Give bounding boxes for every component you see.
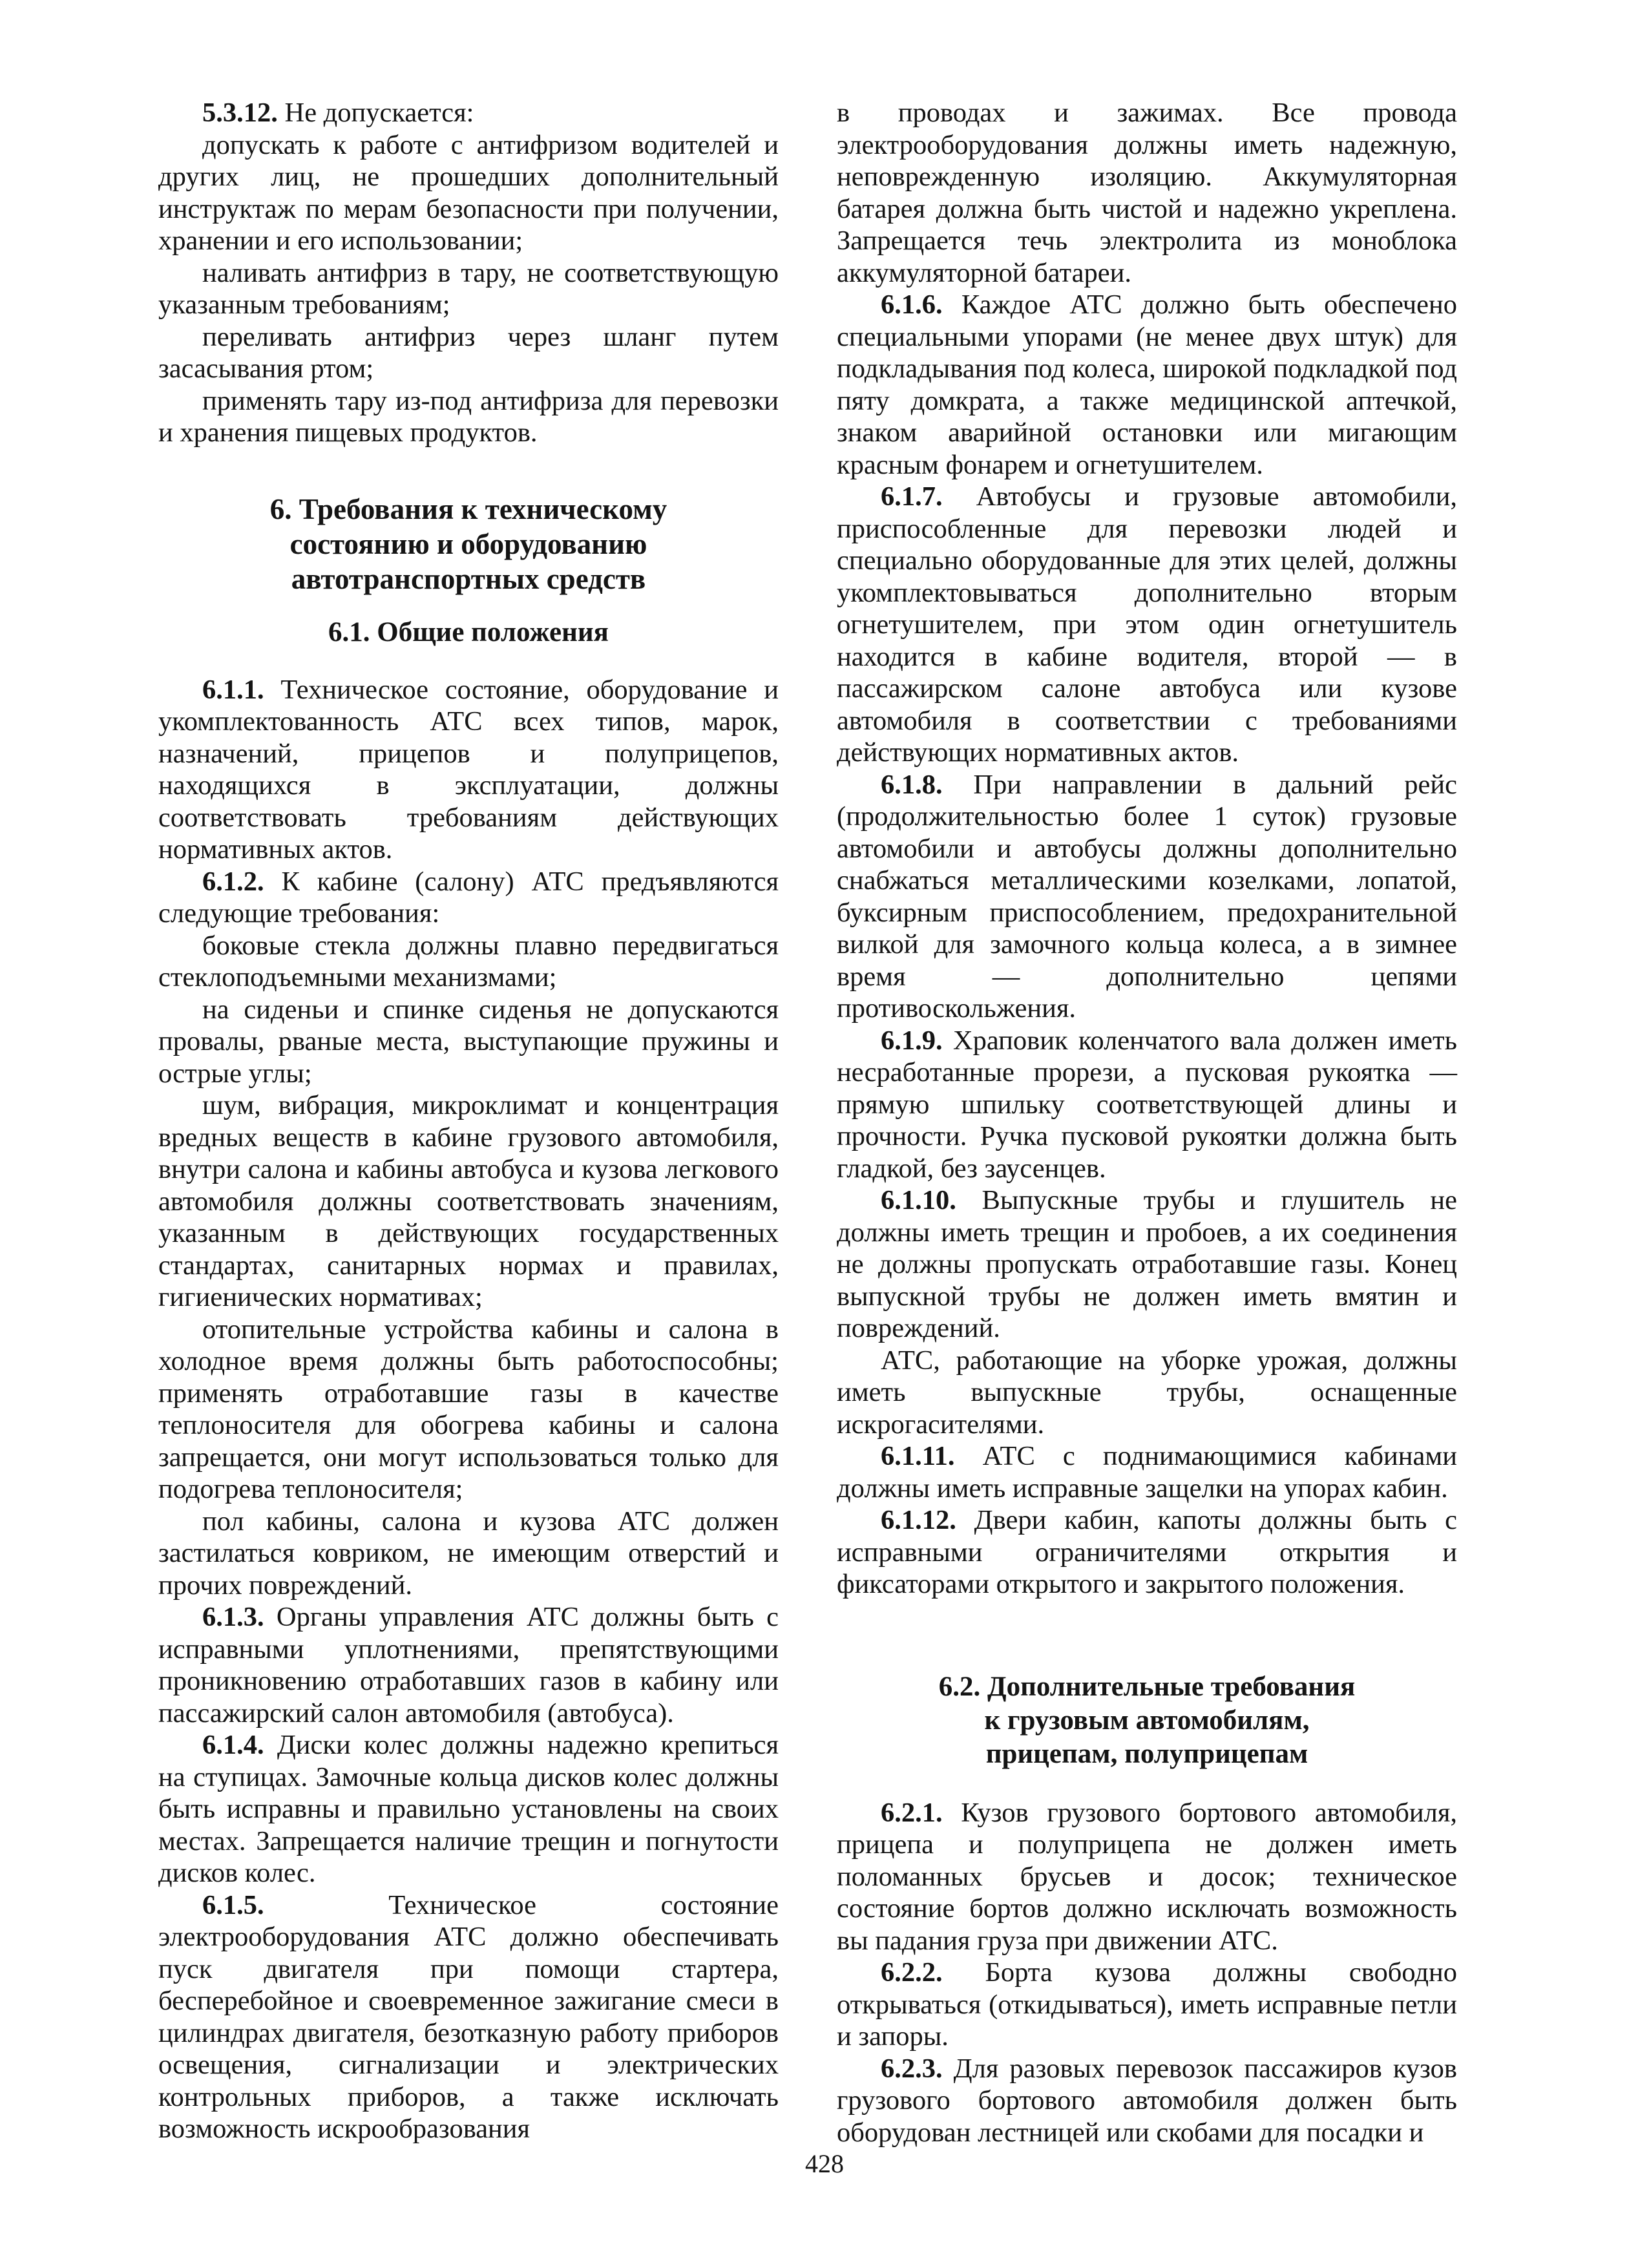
paragraph	[158, 930, 779, 994]
clause-number: 6.2.3.	[881, 2053, 943, 2084]
clause-number: 6.1.10.	[881, 1185, 956, 1215]
paragraph-text: Диски колес должны надежно крепиться на ступицах. Замочные кольца дисков колес должны быть исправны и правильно установлены на своих местах. Запрещается наличие трещин и погнутости дисков колес.	[158, 1730, 779, 1888]
paragraph	[837, 1440, 1457, 1504]
paragraph	[158, 1729, 779, 1889]
clause-number: 6.1.5.	[202, 1889, 264, 1920]
section-heading	[837, 1670, 1457, 1771]
paragraph	[837, 1797, 1457, 1957]
section-heading-line: автотранспортных средств	[291, 562, 646, 595]
paragraph	[158, 1506, 779, 1602]
paragraph	[158, 385, 779, 449]
paragraph-text: пол кабины, салона и кузова АТС должен застилаться ковриком, не имеющим отверстий и прочих повреждений.	[158, 1506, 779, 1601]
page-number: 428	[805, 2149, 844, 2178]
section-heading-line: прицепам, полуприцепам	[985, 1738, 1308, 1769]
paragraph-text: При направлении в дальний рейс (продолжительностью более 1 суток) грузовые автомобили и автобусы должны дополнительно снабжаться металлическими козелками, лопатой, буксирным приспособлением, предохранительной вилкой для замочного кольца колеса, а в зимнее время — дополнительно цепями противоскольжения.	[837, 769, 1457, 1024]
paragraph-text: применять тару из-под антифриза для перевозки и хранения пищевых продуктов.	[158, 385, 779, 448]
paragraph-text: Техническое состояние, оборудование и укомплектованность АТС всех типов, марок, назначений, прицепов и полуприцепов, находящихся в эксплуатации, должны соответствовать требованиям действующих нормативных актов.	[158, 674, 779, 865]
right-column	[837, 97, 1457, 2148]
left-column	[158, 97, 779, 2145]
clause-number: 6.1.8.	[881, 769, 943, 800]
paragraph-text: отопительные устройства кабины и салона в холодное время должны быть работоспособны; применять отработавшие газы в качестве теплоносителя для обогрева кабины и салона запрещается, они могут использоваться только для подогрева теплоносителя;	[158, 1314, 779, 1504]
paragraph-text: переливать антифриз через шланг путем засасывания ртом;	[158, 321, 779, 384]
paragraph	[158, 994, 779, 1090]
paragraph-text: Каждое АТС должно быть обеспечено специальными упорами (не менее двух штук) для подкладывания под колеса, широкой подкладкой под пяту домкрата, а также медицинской аптечкой, знаком аварийной остановки или мигающим красным фонарем и огнетушителем.	[837, 289, 1457, 480]
paragraph	[837, 1957, 1457, 2053]
clause-number: 6.1.7.	[881, 481, 943, 512]
clause-number: 6.1.12.	[881, 1505, 956, 1535]
paragraph	[158, 257, 779, 321]
paragraph-text: допускать к работе с антифризом водителей и других лиц, не прошедших дополнительный инструктаж по мерам безопасности при получении, хранении и его использовании;	[158, 129, 779, 256]
paragraph-text: Техническое состояние электрооборудования АТС должно обеспечивать пуск двигателя при помощи стартера, бесперебойное и своевременное зажигание смеси в цилиндрах двигателя, безотказную работу приборов освещения, сигнализации и электрических контрольных приборов, а также исключать возможность искрообразования	[158, 1889, 779, 2144]
section-heading-line: 6.1. Общие положения	[328, 616, 609, 647]
section-heading-line: 6.2. Дополнительные требования	[938, 1671, 1356, 1702]
paragraph	[158, 1889, 779, 2145]
clause-number: 6.1.6.	[881, 289, 943, 320]
section-heading-line: состоянию и оборудованию	[289, 527, 647, 560]
paragraph-text: Органы управления АТС должны быть с исправными уплотнениями, препятствующими проникновению отработавших газов в кабину или пассажирский салон автомобиля (автобуса).	[158, 1602, 779, 1728]
clause-number: 6.1.3.	[202, 1602, 264, 1632]
paragraph-text: АТС, работающие на уборке урожая, должны иметь выпускные трубы, оснащенные искрогасителями.	[837, 1345, 1457, 1440]
paragraph	[158, 866, 779, 930]
clause-number: 6.1.2.	[202, 866, 264, 897]
section-heading	[158, 492, 779, 596]
section-heading-line: к грузовым автомобилям,	[984, 1705, 1310, 1736]
paragraph-text: Для разовых перевозок пассажиров кузов грузового бортового автомобиля должен быть оборудован лестницей или скобами для посадки и	[837, 2053, 1457, 2148]
paragraph-text: наливать антифриз в тару, не соответствующую указанным требованиям;	[158, 257, 779, 320]
paragraph-text: шум, вибрация, микроклимат и концентрация вредных веществ в кабине грузового автомобиля, внутри салона и кабины автобуса и кузова легкового автомобиля должны соответствовать значениям, указанным в действующих государственных стандартах, санитарных нормах и правилах, гигиенических нормативах;	[158, 1090, 779, 1312]
paragraph-text: Выпускные трубы и глушитель не должны иметь трещин и пробоев, а их соединения не должны пропускать отработавшие газы. Конец выпускной трубы не должен иметь вмятин и повреждений.	[837, 1185, 1457, 1343]
paragraph	[158, 129, 779, 257]
paragraph-text: Двери кабин, капоты должны быть с исправными ограничителями открытия и фиксаторами открытого и закрытого положения.	[837, 1505, 1457, 1599]
paragraph	[158, 1314, 779, 1506]
paragraph-text: АТС с поднимающимися кабинами должны иметь исправные защелки на упорах кабин.	[837, 1441, 1457, 1504]
clause-number: 6.1.11.	[881, 1441, 955, 1471]
clause-number: 6.2.2.	[881, 1957, 943, 1988]
clause-number: 6.1.1.	[202, 674, 264, 705]
paragraph	[837, 289, 1457, 481]
paragraph	[837, 1345, 1457, 1441]
section-heading	[158, 616, 779, 649]
paragraph-text: Храповик коленчатого вала должен иметь несработанные прорези, а пусковая рукоятка — прямую шпильку соответствующей длины и прочности. Ручка пусковой рукоятки должна быть гладкой, без заусенцев.	[837, 1025, 1457, 1184]
paragraph-text: на сиденьи и спинке сиденья не допускаются провалы, рваные места, выступающие пружины и острые углы;	[158, 994, 779, 1089]
paragraph	[158, 674, 779, 866]
paragraph	[837, 481, 1457, 769]
paragraph	[837, 769, 1457, 1025]
paragraph-text: в проводах и зажимах. Все провода электрооборудования должны иметь надежную, неповрежденную изоляцию. Аккумуляторная батарея должна быть чистой и надежно укреплена. Запрещается течь электролита из моноблока аккумуляторной батареи.	[837, 98, 1457, 288]
clause-number: 6.2.1.	[881, 1797, 943, 1828]
paragraph	[837, 1184, 1457, 1345]
paragraph-text: Кузов грузового бортового автомобиля, прицепа и полуприцепа не должен иметь поломанных брусьев и досок; техническое состояние бортов должно исключать возможность вы падания груза при движении АТС.	[837, 1797, 1457, 1956]
paragraph	[837, 1504, 1457, 1601]
clause-number: 5.3.12.	[202, 98, 278, 128]
paragraph-text: Не допускается:	[277, 98, 474, 128]
paragraph	[837, 2053, 1457, 2149]
section-heading-line: 6. Требования к техническому	[269, 492, 667, 525]
paragraph	[158, 1601, 779, 1729]
paragraph-text: Автобусы и грузовые автомобили, приспособленные для перевозки людей и специально оборудованные для этих целей, должны укомплектовываться дополнительно вторым огнетушителем, при этом один огнетушитель находится в кабине водителя, второй — в пассажирском салоне автобуса или кузове автомобиля в соответствии с требованиями действующих нормативных актов.	[837, 481, 1457, 768]
paragraph	[158, 97, 779, 129]
paragraph-text: боковые стекла должны плавно передвигаться стеклоподъемными механизмами;	[158, 930, 779, 992]
clause-number: 6.1.9.	[881, 1025, 943, 1056]
paragraph-text: К кабине (салону) АТС предъявляются следующие требования:	[158, 866, 779, 929]
clause-number: 6.1.4.	[202, 1730, 264, 1760]
paragraph	[837, 1025, 1457, 1185]
paragraph	[837, 97, 1457, 289]
paragraph	[158, 321, 779, 385]
paragraph-text: Борта кузова должны свободно открываться (откидываться), иметь исправные петли и запоры.	[837, 1957, 1457, 2052]
paragraph	[158, 1089, 779, 1314]
